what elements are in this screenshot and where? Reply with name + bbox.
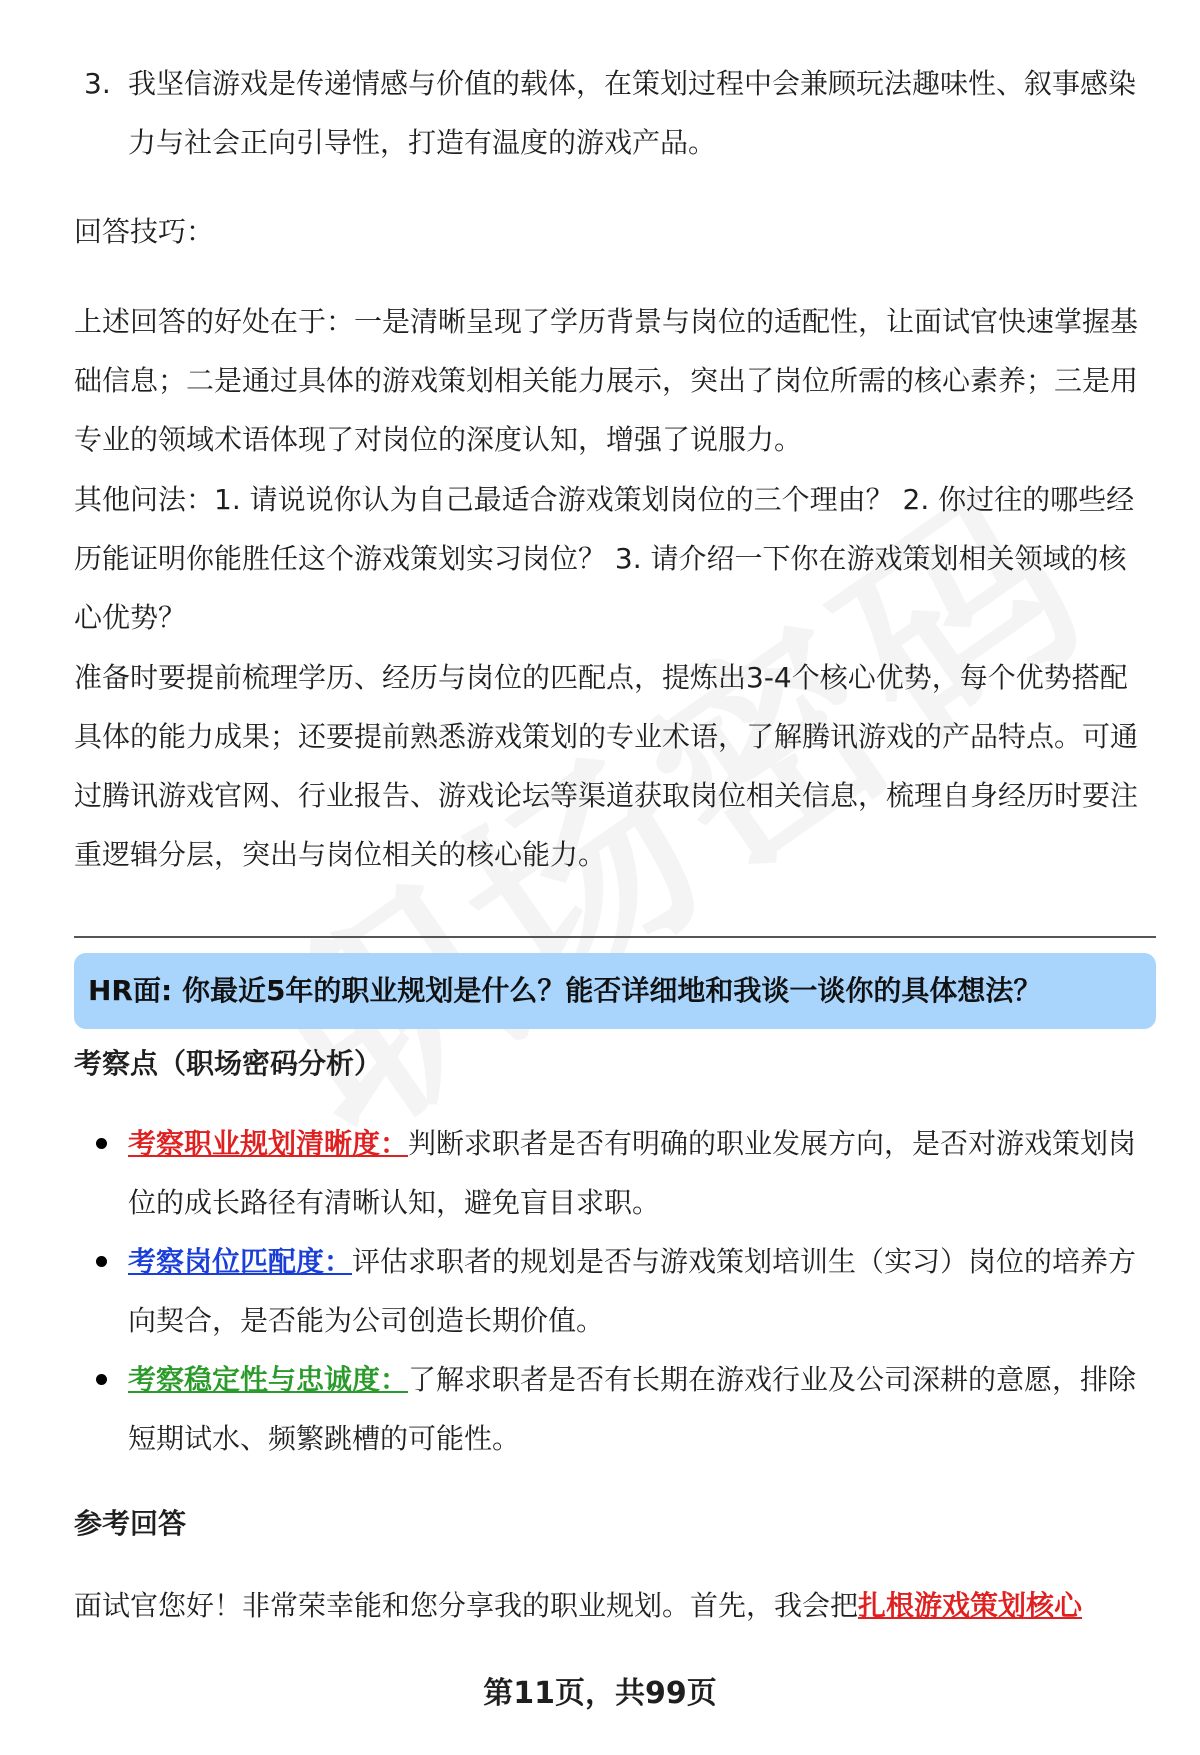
bullet-text: 评估求职者的规划是否与游戏策划培训生（实习）岗位的培养方向契合，是否能为公司创造长期价值。 (128, 1245, 1137, 1337)
bullet-item (96, 1114, 1156, 1232)
assess-heading: 考察点（职场密码分析） (74, 1047, 383, 1080)
bullet-dot-icon (96, 1138, 107, 1149)
bullet-dot-icon (96, 1374, 107, 1385)
tips-label: 回答技巧： (74, 215, 215, 248)
reference-text (74, 1576, 1154, 1635)
bullet-keyword: 考察职业规划清晰度： (128, 1127, 409, 1160)
list-item-3 (84, 54, 1154, 172)
other-questions: 其他问法：1. 请说说你认为自己最适合游戏策划岗位的三个理由？ 2. 你过往的哪些经历能证明你能胜任这个游戏策划实习岗位？ 3. 请介绍一下你在游戏策划相关领域的核心优势？ (74, 483, 1135, 634)
bullet-item (96, 1232, 1156, 1350)
bullet-text: 了解求职者是否有长期在游戏行业及公司深耕的意愿，排除短期试水、频繁跳槽的可能性。 (128, 1363, 1137, 1455)
list-text: 我坚信游戏是传递情感与价值的载体，在策划过程中会兼顾玩法趣味性、叙事感染力与社会正向引导性，打造有温度的游戏产品。 (128, 67, 1137, 159)
tips-text: 上述回答的好处在于：一是清晰呈现了学历背景与岗位的适配性，让面试官快速掌握基础信息；二是通过具体的游戏策划相关能力展示，突出了岗位所需的核心素养；三是用专业的领域术语体现了对岗位的深度认知，增强了说服力。 (74, 305, 1139, 456)
bullet-item (96, 1350, 1156, 1468)
preparation-text: 准备时要提前梳理学历、经历与岗位的匹配点，提炼出3-4个核心优势，每个优势搭配具体的能力成果；还要提前熟悉游戏策划的专业术语，了解腾讯游戏的产品特点。可通过腾讯游戏官网、行业报告、游戏论坛等渠道获取岗位相关信息，梳理自身经历时要注重逻辑分层，突出与岗位相关的核心能力。 (74, 661, 1139, 871)
reference-heading: 参考回答 (74, 1507, 187, 1540)
reference-start: 面试官您好！非常荣幸能和您分享我的职业规划。首先，我会把 (74, 1589, 859, 1622)
bullet-keyword: 考察稳定性与忠诚度： (128, 1363, 409, 1396)
bullet-dot-icon (96, 1256, 107, 1267)
hr-question-box (74, 953, 1156, 1029)
hr-question: HR面: 你最近5年的职业规划是什么？能否详细地和我谈一谈你的具体想法？ (88, 974, 1042, 1007)
reference-keyword: 扎根游戏策划核心 (858, 1589, 1083, 1622)
list-number: 3. (84, 67, 111, 100)
section-divider (74, 936, 1156, 938)
bullet-keyword: 考察岗位匹配度： (128, 1245, 353, 1278)
bullet-text: 判断求职者是否有明确的职业发展方向，是否对游戏策划岗位的成长路径有清晰认知，避免盲目求职。 (128, 1127, 1137, 1219)
page-number: 第11页，共99页 (483, 1676, 717, 1711)
